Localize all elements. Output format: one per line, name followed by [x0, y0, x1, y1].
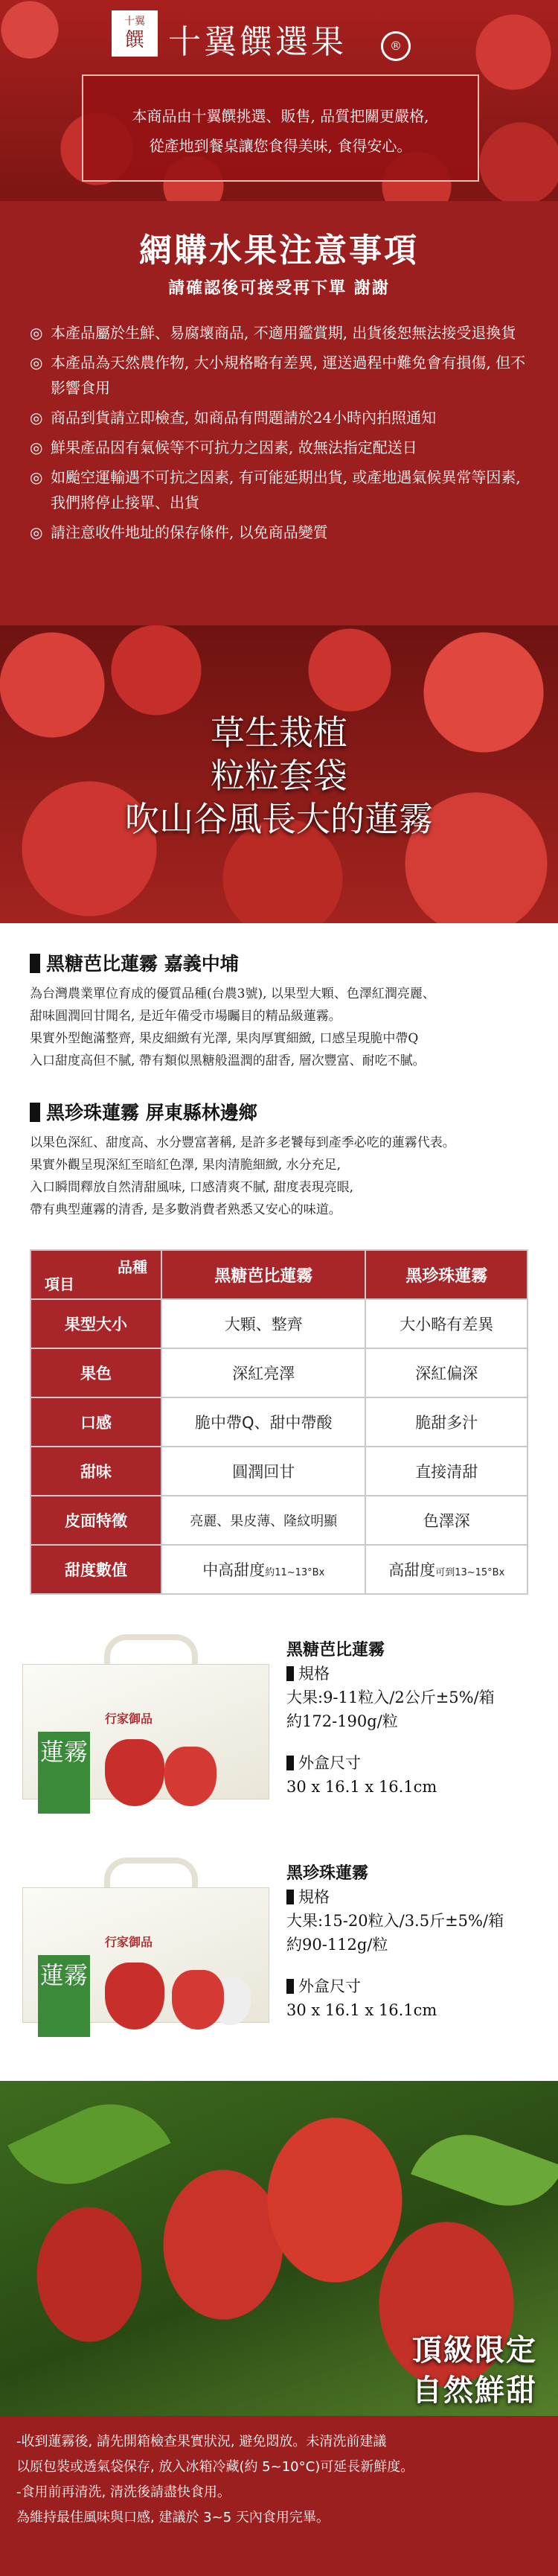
table-row	[31, 1447, 527, 1496]
product-name: 黑糖芭比蓮霧	[286, 1640, 385, 1660]
product-box-image	[22, 1634, 268, 1798]
variety-description	[30, 983, 536, 1072]
logo-mark	[112, 10, 158, 57]
table-row	[31, 1545, 527, 1594]
table-cell: 色澤深	[365, 1496, 527, 1545]
notice-item-text: 鮮果產品因有氣候等不可抗力之因素, 故無法指定配送日	[51, 439, 417, 456]
table-cell: 亮麗、果皮薄、隆紋明顯	[161, 1496, 365, 1545]
table-cell: 脆甜多汁	[365, 1397, 527, 1447]
notice-section	[0, 201, 558, 625]
notice-item	[30, 320, 536, 345]
table-cell	[365, 1545, 527, 1594]
note-line: 為維持最佳風味與口感, 建議於 3~5 天內食用完畢。	[16, 2510, 330, 2525]
box-size: 30 x 16.1 x 16.1cm	[286, 1778, 437, 1796]
table-cell: 大顆、整齊	[161, 1299, 365, 1348]
fruit-banner	[0, 625, 558, 923]
table-cell: 大小略有差異	[365, 1299, 527, 1348]
section-marker-icon	[30, 954, 40, 973]
variety-description	[30, 1132, 536, 1221]
notice-item	[30, 350, 536, 401]
row-header: 甜味	[31, 1447, 161, 1496]
wax-apple-icon	[105, 1963, 164, 2030]
banner-line: 粒粒套袋	[211, 756, 347, 796]
box-brand: 行家御品	[105, 1935, 153, 1949]
spec-line: 大果:15-20粒入/3.5斤±5%/箱	[286, 1912, 504, 1930]
description-line: 果實外觀呈現深紅至暗紅色澤, 果肉清脆細緻, 水分充足,	[30, 1158, 341, 1173]
row-header: 口感	[31, 1397, 161, 1447]
intro-line: 從產地到餐桌讓您食得美味, 食得安心。	[149, 137, 412, 155]
spec-line: 約90-112g/粒	[286, 1936, 388, 1954]
box-word: 蓮霧	[38, 1732, 90, 1814]
box-word: 蓮霧	[38, 1955, 90, 2037]
table-cell: 深紅偏深	[365, 1348, 527, 1397]
storage-notes	[0, 2416, 558, 2576]
description-line: 入口瞬間釋放自然清甜風味, 口感清爽不膩, 甜度表現亮眼,	[30, 1180, 354, 1195]
bullet-icon: ◎	[30, 354, 43, 372]
notice-list	[30, 320, 536, 549]
comparison-table	[30, 1249, 528, 1595]
intro-text	[98, 101, 463, 161]
intro-box	[82, 74, 479, 182]
spec-label: 規格	[286, 1885, 543, 1909]
table-cell: 脆中帶Q、甜中帶酸	[161, 1397, 365, 1447]
sweetness-value: 高甜度	[388, 1561, 436, 1579]
banner-line: 吹山谷風長大的蓮霧	[125, 799, 433, 839]
corner-item-label: 項目	[45, 1275, 74, 1293]
sweetness-range: 可到13~15°Bx	[435, 1567, 505, 1578]
product-spec	[286, 1861, 543, 2022]
spec-label: 規格	[286, 1662, 543, 1686]
brand-name: 十翼饌選果	[168, 23, 347, 61]
product-box-image	[22, 1858, 268, 2021]
description-line: 帶有典型蓮霧的清香, 是多數消費者熟悉又安心的味道。	[30, 1202, 341, 1217]
row-header: 果色	[31, 1348, 161, 1397]
variety-title-text: 黑糖芭比蓮霧 嘉義中埔	[46, 953, 239, 975]
notice-item	[30, 465, 536, 515]
bullet-icon: ◎	[30, 468, 43, 486]
description-line: 為台灣農業單位育成的優質品種(台農3號), 以果型大顆、色澤紅潤亮麗、	[30, 986, 435, 1001]
leaf-icon	[7, 2082, 170, 2206]
note-line: -食用前再清洗, 清洗後請盡快食用。	[16, 2484, 231, 2500]
logo-tag: 十翼	[124, 16, 145, 28]
description-line: 果實外型飽滿整齊, 果皮細緻有光澤, 果肉厚實細緻, 口感呈現脆中帶Q	[30, 1031, 419, 1046]
intro-line: 本商品由十翼饌挑選、販售, 品質把關更嚴格,	[132, 107, 429, 125]
tagline: 頂級限定	[412, 2333, 537, 2368]
row-header: 皮面特徵	[31, 1496, 161, 1545]
tree-banner	[0, 2081, 558, 2416]
table-cell	[161, 1545, 365, 1594]
table-row	[31, 1348, 527, 1397]
leaf-icon	[411, 2118, 558, 2222]
bullet-icon: ◎	[30, 409, 43, 427]
product-spec	[286, 1638, 543, 1799]
notice-title: 網購水果注意事項	[139, 232, 419, 270]
gift-box	[22, 1887, 269, 2023]
wax-apple-icon	[105, 1739, 164, 1806]
table-cell: 圓潤回甘	[161, 1447, 365, 1496]
box-size: 30 x 16.1 x 16.1cm	[286, 2001, 437, 2019]
table-row	[31, 1496, 527, 1545]
notice-item-text: 如颱空運輸遇不可抗之因素, 有可能延期出貨, 或產地遇氣候異常等因素, 我們將停止接單、出貨	[51, 468, 521, 511]
description-line: 以果色深紅、甜度高、水分豐富著稱, 是許多老饕每到產季必吃的蓮霧代表。	[30, 1135, 455, 1150]
spec-line: 大果:9-11粒入/2公斤±5%/箱	[286, 1689, 495, 1706]
registered-badge: ®	[381, 31, 411, 61]
box-size-label: 外盒尺寸	[286, 1974, 543, 1998]
description-line: 入口甜度高但不膩, 帶有類似黑糖般溫潤的甜香, 層次豐富、耐吃不膩。	[30, 1053, 426, 1068]
note-line: 以原包裝或透氣袋保存, 放入冰箱冷藏(約 5~10°C)可延長新鮮度。	[16, 2459, 414, 2475]
note-line: -收到蓮霧後, 請先開箱檢查果實狀況, 避免悶放。未清洗前建議	[16, 2434, 387, 2449]
wax-apple-icon	[164, 1747, 217, 1806]
table-cell: 深紅亮澤	[161, 1348, 365, 1397]
bullet-icon: ◎	[30, 324, 43, 342]
notice-item-text: 本產品為天然農作物, 大小規格略有差異, 運送過程中難免會有損傷, 但不影響食用	[51, 354, 526, 397]
column-header: 黑糖芭比蓮霧	[161, 1250, 365, 1299]
notice-item	[30, 435, 536, 460]
bullet-icon: ◎	[30, 523, 43, 541]
sweetness-value: 中高甜度	[202, 1561, 266, 1579]
notice-subtitle: 請確認後可接受再下單 謝謝	[168, 278, 390, 298]
row-header: 甜度數值	[31, 1545, 161, 1594]
variety-title-text: 黑珍珠蓮霧 屏東縣林邊鄉	[46, 1102, 257, 1123]
notice-item	[30, 405, 536, 430]
table-cell: 直接清甜	[365, 1447, 527, 1496]
product-name: 黑珍珠蓮霧	[286, 1864, 369, 1883]
variety-title	[30, 949, 239, 976]
row-header: 果型大小	[31, 1299, 161, 1348]
spec-line: 約172-190g/粒	[286, 1712, 398, 1730]
tagline: 自然鮮甜	[412, 2373, 537, 2408]
sweetness-range: 約11~13°Bx	[265, 1567, 325, 1578]
logo-glyph: 饌	[124, 29, 144, 51]
box-size-label: 外盒尺寸	[286, 1751, 543, 1775]
box-brand: 行家御品	[105, 1712, 153, 1726]
banner-line: 草生栽植	[211, 712, 347, 753]
hero-banner	[0, 0, 558, 201]
section-marker-icon	[30, 1103, 40, 1122]
wax-apple-icon	[172, 1970, 224, 2030]
column-header: 黑珍珠蓮霧	[365, 1250, 527, 1299]
table-header-row	[31, 1250, 527, 1299]
gift-box	[22, 1664, 269, 1799]
corner-variety-label: 品種	[118, 1258, 147, 1276]
brand-logo	[112, 10, 417, 61]
table-corner	[31, 1250, 161, 1299]
table-row	[31, 1397, 527, 1447]
notice-item-text: 本產品屬於生鮮、易腐壞商品, 不適用鑑賞期, 出貨後恕無法接受退換貨	[51, 324, 516, 342]
description-line: 甜味圓潤回甘聞名, 是近年備受市場矚目的精品級蓮霧。	[30, 1009, 341, 1024]
notes-text	[16, 2429, 545, 2531]
notice-item	[30, 520, 536, 545]
notice-item-text: 商品到貨請立即檢查, 如商品有問題請於24小時內拍照通知	[51, 409, 437, 427]
notice-item-text: 請注意收件地址的保存條件, 以免商品變質	[51, 523, 328, 541]
variety-title	[30, 1098, 257, 1125]
table-row	[31, 1299, 527, 1348]
bullet-icon: ◎	[30, 439, 43, 456]
